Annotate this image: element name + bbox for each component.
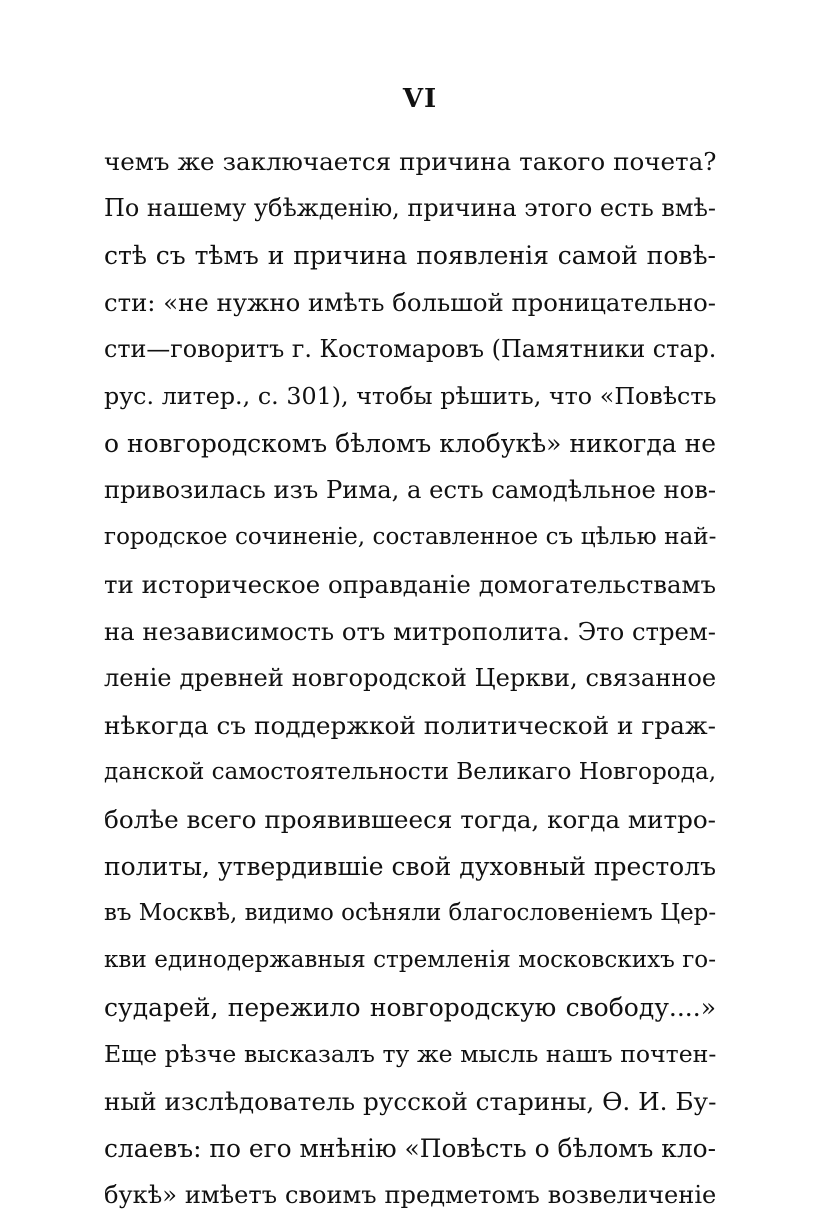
text-line-4: сти: «не нужно имѣть большой проницательно- bbox=[104, 288, 716, 317]
text-line-2: По нашему убѣжденію, причина этого есть вмѣ- bbox=[104, 194, 716, 222]
text-line-10: ти историческое оправданіе домогательствамъ bbox=[104, 570, 716, 599]
text-line-22: слаевъ: по его мнѣнію «Повѣсть о бѣломъ кло- bbox=[104, 1134, 716, 1163]
text-line-20: Еще рѣзче высказалъ ту же мысль нашъ почтен- bbox=[104, 1040, 716, 1068]
text-line-3: стѣ съ тѣмъ и причина появленія самой повѣ- bbox=[104, 241, 716, 270]
text-line-1: чемъ же заключается причина такого почета? bbox=[104, 147, 716, 176]
text-line-12: леніе древней новгородской Церкви, связанное bbox=[104, 664, 716, 692]
text-line-9: городское сочиненіе, составленное съ цѣлью най- bbox=[104, 524, 716, 550]
text-line-13: нѣкогда съ поддержкой политической и граж- bbox=[104, 711, 716, 740]
text-line-17: въ Москвѣ, видимо осѣняли благословеніемъ Цер- bbox=[104, 900, 716, 926]
text-line-16: политы, утвердившіе свой духовный престолъ bbox=[104, 852, 716, 881]
text-line-6: рус. литер., с. 301), чтобы рѣшить, что «Повѣсть bbox=[104, 382, 716, 410]
text-line-11: на независимость отъ митрополита. Это стрем- bbox=[104, 617, 716, 646]
text-line-21: ный изслѣдователь русской старины, Ѳ. И. Бу- bbox=[104, 1087, 716, 1116]
text-line-23: букѣ» имѣетъ своимъ предметомъ возвеличеніе bbox=[104, 1181, 716, 1209]
text-line-14: данской самостоятельности Великаго Новгорода, bbox=[104, 759, 716, 785]
text-line-8: привозилась изъ Рима, а есть самодѣльное нов- bbox=[104, 476, 716, 504]
text-line-19: сударей, пережило новгородскую свободу....» bbox=[104, 993, 716, 1022]
text-line-5: сти—говоритъ г. Костомаровъ (Памятники стар. bbox=[104, 335, 716, 363]
text-body bbox=[104, 138, 716, 1219]
text-line-15: болѣе всего проявившееся тогда, когда митро- bbox=[104, 805, 716, 834]
text-line-7: о новгородскомъ бѣломъ клобукѣ» никогда не bbox=[104, 429, 716, 458]
text-line-18: кви единодержавныя стремленія московскихъ го- bbox=[104, 947, 716, 973]
page-number: VI bbox=[402, 84, 438, 114]
